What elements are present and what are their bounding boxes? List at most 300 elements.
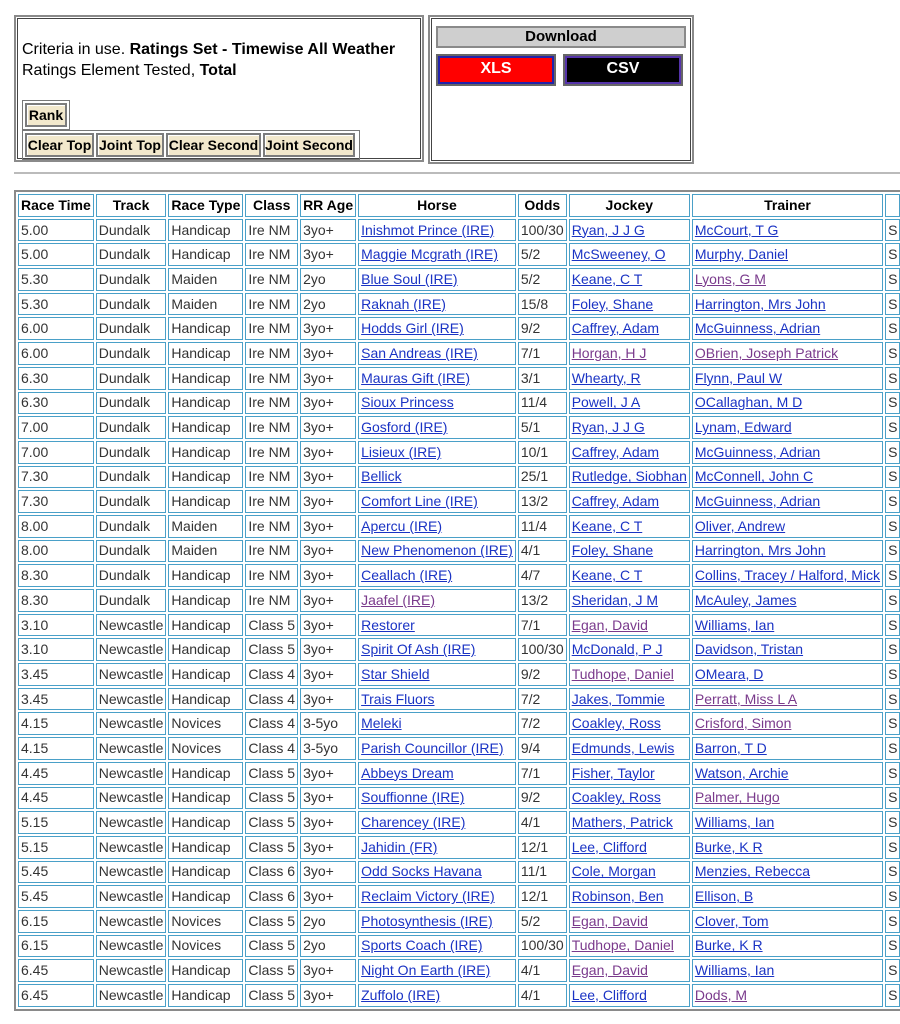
trainer-link[interactable]: Barron, T D xyxy=(694,739,767,756)
cell-horse xyxy=(358,663,516,686)
cell-odds: 100/30 xyxy=(518,219,567,242)
horse-link[interactable]: Mauras Gift (IRE) xyxy=(361,369,471,386)
trainer-link[interactable]: OCallaghan, M D xyxy=(694,394,803,411)
cell-horse xyxy=(358,638,516,661)
trainer-link[interactable]: Davidson, Tristan xyxy=(694,641,804,658)
trainer-link[interactable]: Ellison, B xyxy=(694,888,754,905)
horse-link[interactable]: Apercu (IRE) xyxy=(361,517,443,534)
cell-extra: S xyxy=(885,243,900,266)
cell-race-time: 7.30 xyxy=(18,466,94,489)
cell-rr-age: 3yo+ xyxy=(300,787,356,810)
cell-class: Class 4 xyxy=(245,688,298,711)
jockey-link[interactable]: Powell, J A xyxy=(571,394,641,411)
table-row xyxy=(18,466,900,489)
horse-link[interactable]: San Andreas (IRE) xyxy=(361,344,478,361)
trainer-link[interactable]: Crisford, Simon xyxy=(694,715,792,732)
jockey-link[interactable]: Whearty, R xyxy=(571,369,641,386)
filter-button-group xyxy=(22,130,360,160)
trainer-link[interactable]: McGuinness, Adrian xyxy=(694,443,821,460)
trainer-link[interactable]: Williams, Ian xyxy=(694,616,775,633)
criteria-panel xyxy=(14,15,424,162)
jockey-link[interactable]: Egan, David xyxy=(571,912,648,929)
clear-second-button[interactable]: Clear Second xyxy=(166,133,261,157)
horse-link[interactable]: Comfort Line (IRE) xyxy=(361,493,478,510)
trainer-link[interactable]: Perratt, Miss L A xyxy=(694,690,798,707)
cell-odds: 4/1 xyxy=(518,984,567,1007)
table-row xyxy=(18,885,900,908)
cell-horse xyxy=(358,688,516,711)
cell-extra: S xyxy=(885,466,900,489)
cell-trainer xyxy=(692,219,883,242)
header-race-type: Race Type xyxy=(168,194,243,217)
horse-link[interactable]: Restorer xyxy=(361,616,415,633)
jockey-link[interactable]: Ryan, J J G xyxy=(571,221,645,238)
cell-odds: 4/1 xyxy=(518,811,567,834)
jockey-link[interactable]: Robinson, Ben xyxy=(571,888,664,905)
cell-horse xyxy=(358,935,516,958)
cell-race-time: 6.45 xyxy=(18,959,94,982)
header-horse: Horse xyxy=(358,194,516,217)
trainer-link[interactable]: Clover, Tom xyxy=(694,912,769,929)
horse-link[interactable]: Inishmot Prince (IRE) xyxy=(361,221,495,238)
cell-extra: S xyxy=(885,836,900,859)
joint-top-button[interactable]: Joint Top xyxy=(96,133,164,157)
table-row xyxy=(18,614,900,637)
cell-track: Dundalk xyxy=(96,367,167,390)
trainer-link[interactable]: McAuley, James xyxy=(694,591,797,608)
horse-link[interactable]: Odd Socks Havana xyxy=(361,863,482,880)
rank-button[interactable]: Rank xyxy=(25,103,67,127)
horse-link[interactable]: Blue Soul (IRE) xyxy=(361,270,458,287)
cell-race-time: 6.30 xyxy=(18,367,94,390)
cell-race-type: Handicap xyxy=(168,811,243,834)
cell-jockey xyxy=(569,910,690,933)
cell-rr-age: 3yo+ xyxy=(300,416,356,439)
cell-trainer xyxy=(692,564,883,587)
jockey-link[interactable]: Tudhope, Daniel xyxy=(571,937,674,954)
trainer-link[interactable]: Burke, K R xyxy=(694,838,763,855)
cell-extra: S xyxy=(885,515,900,538)
xls-download-button[interactable]: XLS xyxy=(436,54,556,86)
jockey-link[interactable]: Tudhope, Daniel xyxy=(571,665,674,682)
cell-track: Dundalk xyxy=(96,219,167,242)
cell-extra: S xyxy=(885,367,900,390)
cell-track: Dundalk xyxy=(96,342,167,365)
horse-link[interactable]: Raknah (IRE) xyxy=(361,295,446,312)
cell-trainer xyxy=(692,836,883,859)
cell-trainer xyxy=(692,466,883,489)
csv-download-button[interactable]: CSV xyxy=(563,54,683,86)
cell-track: Newcastle xyxy=(96,712,167,735)
cell-jockey xyxy=(569,490,690,513)
cell-track: Newcastle xyxy=(96,811,167,834)
jockey-link[interactable]: Lee, Clifford xyxy=(571,986,647,1003)
cell-race-time: 7.00 xyxy=(18,416,94,439)
cell-race-time: 3.45 xyxy=(18,688,94,711)
cell-rr-age: 3yo+ xyxy=(300,638,356,661)
cell-class: Ire NM xyxy=(245,540,298,563)
trainer-link[interactable]: Flynn, Paul W xyxy=(694,369,783,386)
cell-race-time: 8.30 xyxy=(18,564,94,587)
cell-trainer xyxy=(692,243,883,266)
trainer-link[interactable]: Oliver, Andrew xyxy=(694,517,786,534)
horse-link[interactable]: Lisieux (IRE) xyxy=(361,443,442,460)
trainer-link[interactable]: OMeara, D xyxy=(694,665,764,682)
cell-class: Ire NM xyxy=(245,219,298,242)
horse-link[interactable]: Sports Coach (IRE) xyxy=(361,937,483,954)
cell-odds: 9/2 xyxy=(518,663,567,686)
cell-track: Newcastle xyxy=(96,737,167,760)
header-class: Class xyxy=(245,194,298,217)
cell-race-type: Handicap xyxy=(168,342,243,365)
cell-race-type: Handicap xyxy=(168,317,243,340)
horse-link[interactable]: Abbeys Dream xyxy=(361,764,454,781)
cell-horse xyxy=(358,268,516,291)
cell-horse xyxy=(358,564,516,587)
jockey-link[interactable]: Keane, C T xyxy=(571,567,643,584)
horse-link[interactable]: Spirit Of Ash (IRE) xyxy=(361,641,476,658)
cell-jockey xyxy=(569,243,690,266)
table-row xyxy=(18,367,900,390)
cell-track: Newcastle xyxy=(96,787,167,810)
cell-class: Class 5 xyxy=(245,836,298,859)
cell-race-time: 4.15 xyxy=(18,712,94,735)
cell-jockey xyxy=(569,614,690,637)
cell-race-time: 6.15 xyxy=(18,910,94,933)
table-row xyxy=(18,540,900,563)
jockey-link[interactable]: Caffrey, Adam xyxy=(571,443,660,460)
cell-race-time: 5.15 xyxy=(18,811,94,834)
ratings-element-value: Total xyxy=(199,62,237,79)
cell-odds: 7/1 xyxy=(518,762,567,785)
cell-odds: 15/8 xyxy=(518,293,567,316)
trainer-link[interactable]: Watson, Archie xyxy=(694,764,789,781)
clear-top-button[interactable]: Clear Top xyxy=(25,133,94,157)
jockey-link[interactable]: Egan, David xyxy=(571,616,648,633)
cell-jockey xyxy=(569,515,690,538)
cell-track: Newcastle xyxy=(96,959,167,982)
trainer-link[interactable]: McGuinness, Adrian xyxy=(694,320,821,337)
horse-link[interactable]: Charencey (IRE) xyxy=(361,814,466,831)
cell-rr-age: 3yo+ xyxy=(300,811,356,834)
jockey-link[interactable]: Ryan, J J G xyxy=(571,419,645,436)
jockey-link[interactable]: Keane, C T xyxy=(571,517,643,534)
cell-class: Class 4 xyxy=(245,737,298,760)
joint-second-button[interactable]: Joint Second xyxy=(263,133,355,157)
cell-race-type: Maiden xyxy=(168,515,243,538)
table-row xyxy=(18,219,900,242)
cell-extra: S xyxy=(885,392,900,415)
header-trainer: Trainer xyxy=(692,194,883,217)
cell-trainer xyxy=(692,317,883,340)
cell-jockey xyxy=(569,589,690,612)
table-row xyxy=(18,441,900,464)
horse-link[interactable]: Star Shield xyxy=(361,665,430,682)
cell-horse xyxy=(358,787,516,810)
cell-class: Ire NM xyxy=(245,317,298,340)
jockey-link[interactable]: Rutledge, Siobhan xyxy=(571,468,687,485)
table-row xyxy=(18,490,900,513)
cell-track: Dundalk xyxy=(96,268,167,291)
cell-trainer xyxy=(692,589,883,612)
jockey-link[interactable]: Sheridan, J M xyxy=(571,591,659,608)
horse-link[interactable]: Gosford (IRE) xyxy=(361,419,448,436)
cell-jockey xyxy=(569,861,690,884)
trainer-link[interactable]: Burke, K R xyxy=(694,937,763,954)
cell-jockey xyxy=(569,466,690,489)
cell-odds: 7/2 xyxy=(518,712,567,735)
horse-link[interactable]: New Phenomenon (IRE) xyxy=(361,542,513,559)
table-row xyxy=(18,712,900,735)
cell-jockey xyxy=(569,317,690,340)
cell-rr-age: 2yo xyxy=(300,268,356,291)
cell-track: Dundalk xyxy=(96,466,167,489)
cell-race-time: 6.00 xyxy=(18,317,94,340)
cell-race-type: Handicap xyxy=(168,219,243,242)
cell-trainer xyxy=(692,910,883,933)
jockey-link[interactable]: McSweeney, O xyxy=(571,246,666,263)
horse-link[interactable]: Night On Earth (IRE) xyxy=(361,962,491,979)
cell-race-type: Novices xyxy=(168,712,243,735)
cell-extra: S xyxy=(885,268,900,291)
cell-class: Class 4 xyxy=(245,663,298,686)
jockey-link[interactable]: McDonald, P J xyxy=(571,641,663,658)
jockey-link[interactable]: Edmunds, Lewis xyxy=(571,739,675,756)
cell-track: Newcastle xyxy=(96,984,167,1007)
horse-link[interactable]: Bellick xyxy=(361,468,402,485)
cell-horse xyxy=(358,984,516,1007)
cell-trainer xyxy=(692,515,883,538)
trainer-link[interactable]: OBrien, Joseph Patrick xyxy=(694,344,839,361)
cell-odds: 4/1 xyxy=(518,959,567,982)
cell-race-time: 7.30 xyxy=(18,490,94,513)
cell-race-type: Handicap xyxy=(168,688,243,711)
trainer-link[interactable]: Collins, Tracey / Halford, Mick xyxy=(694,567,881,584)
cell-trainer xyxy=(692,885,883,908)
cell-horse xyxy=(358,737,516,760)
table-row xyxy=(18,638,900,661)
cell-race-type: Novices xyxy=(168,737,243,760)
jockey-link[interactable]: Foley, Shane xyxy=(571,542,654,559)
cell-class: Ire NM xyxy=(245,392,298,415)
cell-extra: S xyxy=(885,663,900,686)
cell-race-time: 5.45 xyxy=(18,885,94,908)
cell-extra: S xyxy=(885,737,900,760)
cell-rr-age: 3yo+ xyxy=(300,663,356,686)
jockey-link[interactable]: Foley, Shane xyxy=(571,295,654,312)
cell-horse xyxy=(358,367,516,390)
jockey-link[interactable]: Fisher, Taylor xyxy=(571,764,655,781)
jockey-link[interactable]: Caffrey, Adam xyxy=(571,320,660,337)
table-row xyxy=(18,787,900,810)
cell-race-type: Novices xyxy=(168,910,243,933)
cell-odds: 7/1 xyxy=(518,342,567,365)
cell-horse xyxy=(358,466,516,489)
jockey-link[interactable]: Jakes, Tommie xyxy=(571,690,665,707)
cell-track: Dundalk xyxy=(96,392,167,415)
cell-rr-age: 3yo+ xyxy=(300,490,356,513)
cell-race-time: 3.10 xyxy=(18,614,94,637)
table-row xyxy=(18,811,900,834)
cell-rr-age: 3-5yo xyxy=(300,712,356,735)
cell-track: Dundalk xyxy=(96,564,167,587)
jockey-link[interactable]: Cole, Morgan xyxy=(571,863,656,880)
cell-race-time: 8.00 xyxy=(18,515,94,538)
jockey-link[interactable]: Keane, C T xyxy=(571,270,643,287)
cell-rr-age: 3yo+ xyxy=(300,441,356,464)
criteria-ratings-set xyxy=(22,41,395,59)
header-track: Track xyxy=(96,194,167,217)
cell-class: Class 6 xyxy=(245,885,298,908)
cell-trainer xyxy=(692,614,883,637)
cell-class: Ire NM xyxy=(245,466,298,489)
cell-race-type: Handicap xyxy=(168,638,243,661)
rank-button-group xyxy=(22,100,70,130)
cell-class: Ire NM xyxy=(245,441,298,464)
horse-link[interactable]: Reclaim Victory (IRE) xyxy=(361,888,495,905)
cell-track: Newcastle xyxy=(96,638,167,661)
cell-race-type: Handicap xyxy=(168,367,243,390)
element-prefix: Ratings Element Tested, xyxy=(22,62,200,79)
ratings-set-value: Ratings Set - Timewise All Weather xyxy=(129,41,396,58)
cell-odds: 5/2 xyxy=(518,268,567,291)
cell-rr-age: 3yo+ xyxy=(300,984,356,1007)
cell-class: Ire NM xyxy=(245,367,298,390)
trainer-link[interactable]: Lynam, Edward xyxy=(694,419,792,436)
jockey-link[interactable]: Mathers, Patrick xyxy=(571,814,673,831)
cell-trainer xyxy=(692,688,883,711)
header-jockey: Jockey xyxy=(569,194,690,217)
cell-race-type: Handicap xyxy=(168,441,243,464)
trainer-link[interactable]: Murphy, Daniel xyxy=(694,246,789,263)
jockey-link[interactable]: Caffrey, Adam xyxy=(571,493,660,510)
cell-horse xyxy=(358,712,516,735)
cell-race-time: 5.30 xyxy=(18,293,94,316)
cell-odds: 5/2 xyxy=(518,243,567,266)
cell-extra: S xyxy=(885,787,900,810)
trainer-link[interactable]: Williams, Ian xyxy=(694,814,775,831)
cell-race-time: 3.45 xyxy=(18,663,94,686)
cell-race-time: 7.00 xyxy=(18,441,94,464)
cell-rr-age: 2yo xyxy=(300,293,356,316)
cell-jockey xyxy=(569,663,690,686)
horse-link[interactable]: Jahidin (FR) xyxy=(361,838,438,855)
cell-horse xyxy=(358,811,516,834)
trainer-link[interactable]: McGuinness, Adrian xyxy=(694,493,821,510)
horse-link[interactable]: Ceallach (IRE) xyxy=(361,567,453,584)
cell-trainer xyxy=(692,861,883,884)
table-row xyxy=(18,959,900,982)
cell-horse xyxy=(358,416,516,439)
table-row xyxy=(18,688,900,711)
cell-class: Ire NM xyxy=(245,342,298,365)
cell-rr-age: 3yo+ xyxy=(300,243,356,266)
horse-link[interactable]: Souffionne (IRE) xyxy=(361,789,465,806)
jockey-link[interactable]: Lee, Clifford xyxy=(571,838,647,855)
cell-rr-age: 3yo+ xyxy=(300,861,356,884)
cell-odds: 5/1 xyxy=(518,416,567,439)
cell-odds: 12/1 xyxy=(518,885,567,908)
horse-link[interactable]: Parish Councillor (IRE) xyxy=(361,739,504,756)
cell-jockey xyxy=(569,712,690,735)
jockey-link[interactable]: Coakley, Ross xyxy=(571,789,661,806)
cell-rr-age: 3yo+ xyxy=(300,614,356,637)
trainer-link[interactable]: McConnell, John C xyxy=(694,468,814,485)
horse-link[interactable]: Sioux Princess xyxy=(361,394,454,411)
trainer-link[interactable]: Harrington, Mrs John xyxy=(694,295,826,312)
cell-track: Newcastle xyxy=(96,688,167,711)
horse-link[interactable]: Meleki xyxy=(361,715,402,732)
horse-link[interactable]: Photosynthesis (IRE) xyxy=(361,912,493,929)
cell-race-time: 4.15 xyxy=(18,737,94,760)
cell-horse xyxy=(358,441,516,464)
cell-jockey xyxy=(569,836,690,859)
cell-class: Class 5 xyxy=(245,811,298,834)
cell-extra: S xyxy=(885,638,900,661)
cell-race-type: Maiden xyxy=(168,268,243,291)
cell-odds: 5/2 xyxy=(518,910,567,933)
trainer-link[interactable]: Dods, M xyxy=(694,986,748,1003)
horse-link[interactable]: Zuffolo (IRE) xyxy=(361,986,441,1003)
trainer-link[interactable]: Menzies, Rebecca xyxy=(694,863,811,880)
cell-jockey xyxy=(569,935,690,958)
cell-class: Class 5 xyxy=(245,614,298,637)
trainer-link[interactable]: Williams, Ian xyxy=(694,962,775,979)
cell-track: Dundalk xyxy=(96,515,167,538)
cell-class: Class 5 xyxy=(245,984,298,1007)
cell-jockey xyxy=(569,811,690,834)
trainer-link[interactable]: Lyons, G M xyxy=(694,270,766,287)
cell-race-type: Handicap xyxy=(168,564,243,587)
cell-track: Newcastle xyxy=(96,614,167,637)
cell-extra: S xyxy=(885,564,900,587)
cell-race-time: 8.30 xyxy=(18,589,94,612)
cell-race-type: Handicap xyxy=(168,614,243,637)
cell-race-type: Handicap xyxy=(168,589,243,612)
trainer-link[interactable]: Palmer, Hugo xyxy=(694,789,780,806)
horse-link[interactable]: Jaafel (IRE) xyxy=(361,591,436,608)
cell-race-time: 5.00 xyxy=(18,219,94,242)
cell-trainer xyxy=(692,712,883,735)
cell-extra: S xyxy=(885,984,900,1007)
cell-extra: S xyxy=(885,885,900,908)
cell-odds: 7/2 xyxy=(518,688,567,711)
trainer-link[interactable]: McCourt, T G xyxy=(694,221,779,238)
jockey-link[interactable]: Coakley, Ross xyxy=(571,715,661,732)
table-row xyxy=(18,762,900,785)
jockey-link[interactable]: Egan, David xyxy=(571,962,648,979)
cell-track: Dundalk xyxy=(96,416,167,439)
results-body xyxy=(18,219,900,1007)
jockey-link[interactable]: Horgan, H J xyxy=(571,344,647,361)
cell-class: Class 6 xyxy=(245,861,298,884)
cell-track: Dundalk xyxy=(96,441,167,464)
cell-race-type: Novices xyxy=(168,935,243,958)
cell-extra: S xyxy=(885,935,900,958)
cell-horse xyxy=(358,515,516,538)
cell-extra: S xyxy=(885,688,900,711)
cell-track: Dundalk xyxy=(96,317,167,340)
cell-rr-age: 3yo+ xyxy=(300,589,356,612)
table-row xyxy=(18,317,900,340)
header-odds: Odds xyxy=(518,194,567,217)
trainer-link[interactable]: Harrington, Mrs John xyxy=(694,542,826,559)
cell-odds: 3/1 xyxy=(518,367,567,390)
cell-race-type: Handicap xyxy=(168,392,243,415)
horse-link[interactable]: Trais Fluors xyxy=(361,690,435,707)
horse-link[interactable]: Hodds Girl (IRE) xyxy=(361,320,464,337)
horse-link[interactable]: Maggie Mcgrath (IRE) xyxy=(361,246,499,263)
